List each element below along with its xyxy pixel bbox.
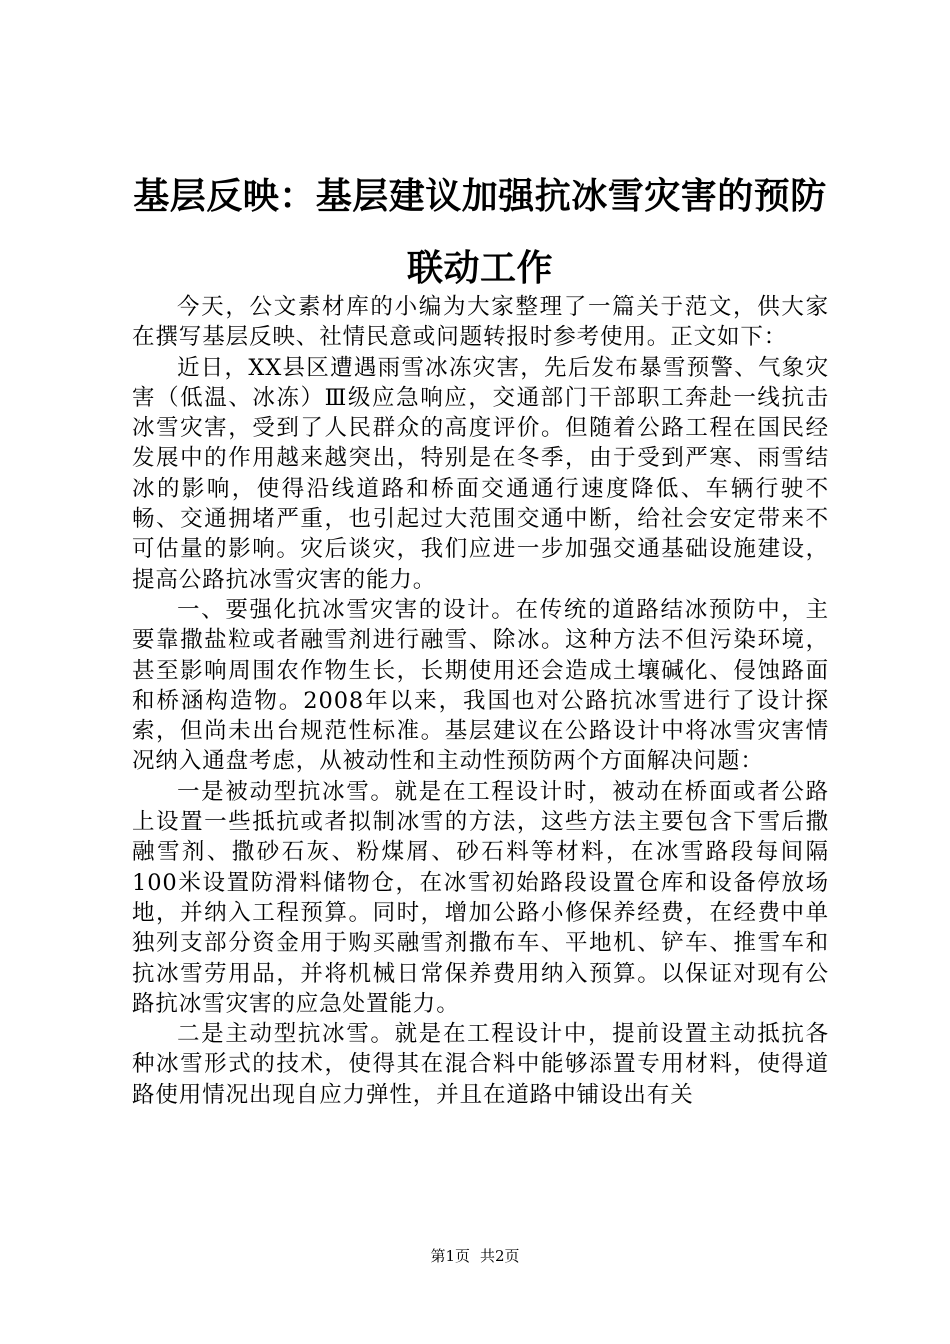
- page-number-total: 共2页: [480, 1247, 520, 1265]
- page-footer: [0, 1246, 950, 1266]
- paragraph-section-one: 一、要强化抗冰雪灾害的设计。在传统的道路结冰预防中，主要靠撒盐粒或者融雪剂进行融雪、除冰。这种方法不但污染环境，甚至影响周围农作物生长，长期使用还会造成土壤碱化、侵蚀路面和桥涵构造物。2008年以来，我国也对公路抗冰雪进行了设计探索，但尚未出台规范性标准。基层建议在公路设计中将冰雪灾害情况纳入通盘考虑，从被动性和主动性预防两个方面解决问题：: [132, 596, 829, 775]
- paragraph-background: 近日，XX县区遭遇雨雪冰冻灾害，先后发布暴雪预警、气象灾害（低温、冰冻）Ⅲ级应急响应，交通部门干部职工奔赴一线抗击冰雪灾害，受到了人民群众的高度评价。但随着公路工程在国民经发展中的作用越来越突出，特别是在冬季，由于受到严寒、雨雪结冰的影响，使得沿线道路和桥面交通通行速度降低、车辆行驶不畅、交通拥堵严重，也引起过大范围交通中断，给社会安定带来不可估量的影响。灾后谈灾，我们应进一步加强交通基础设施建设，提高公路抗冰雪灾害的能力。: [132, 354, 829, 593]
- paragraph-intro: 今天，公文素材库的小编为大家整理了一篇关于范文，供大家在撰写基层反映、社情民意或问题转报时参考使用。正文如下：: [132, 294, 829, 351]
- document-body: [132, 292, 829, 1110]
- paragraph-active-measures: 二是主动型抗冰雪。就是在工程设计中，提前设置主动抵抗各种冰雪形式的技术，使得其在混合料中能够添置专用材料，使得道路使用情况出现自应力弹性，并且在道路中铺设出有关: [132, 1021, 829, 1108]
- page-number-current: 第1页: [430, 1247, 470, 1265]
- paragraph-passive-measures: 一是被动型抗冰雪。就是在工程设计时，被动在桥面或者公路上设置一些抵抗或者拟制冰雪的方法，这些方法主要包含下雪后撒融雪剂、撒砂石灰、粉煤屑、砂石料等材料，在冰雪路段每间隔100米设置防滑料储物仓，在冰雪初始路段设置仓库和设备停放场地，并纳入工程预算。同时，增加公路小修保养经费，在经费中单独列支部分资金用于购买融雪剂撒布车、平地机、铲车、推雪车和抗冰雪劳用品，并将机械日常保养费用纳入预算。以保证对现有公路抗冰雪灾害的应急处置能力。: [132, 778, 829, 1017]
- document-title: 基层反映：基层建议加强抗冰雪灾害的预防联动工作: [133, 175, 827, 289]
